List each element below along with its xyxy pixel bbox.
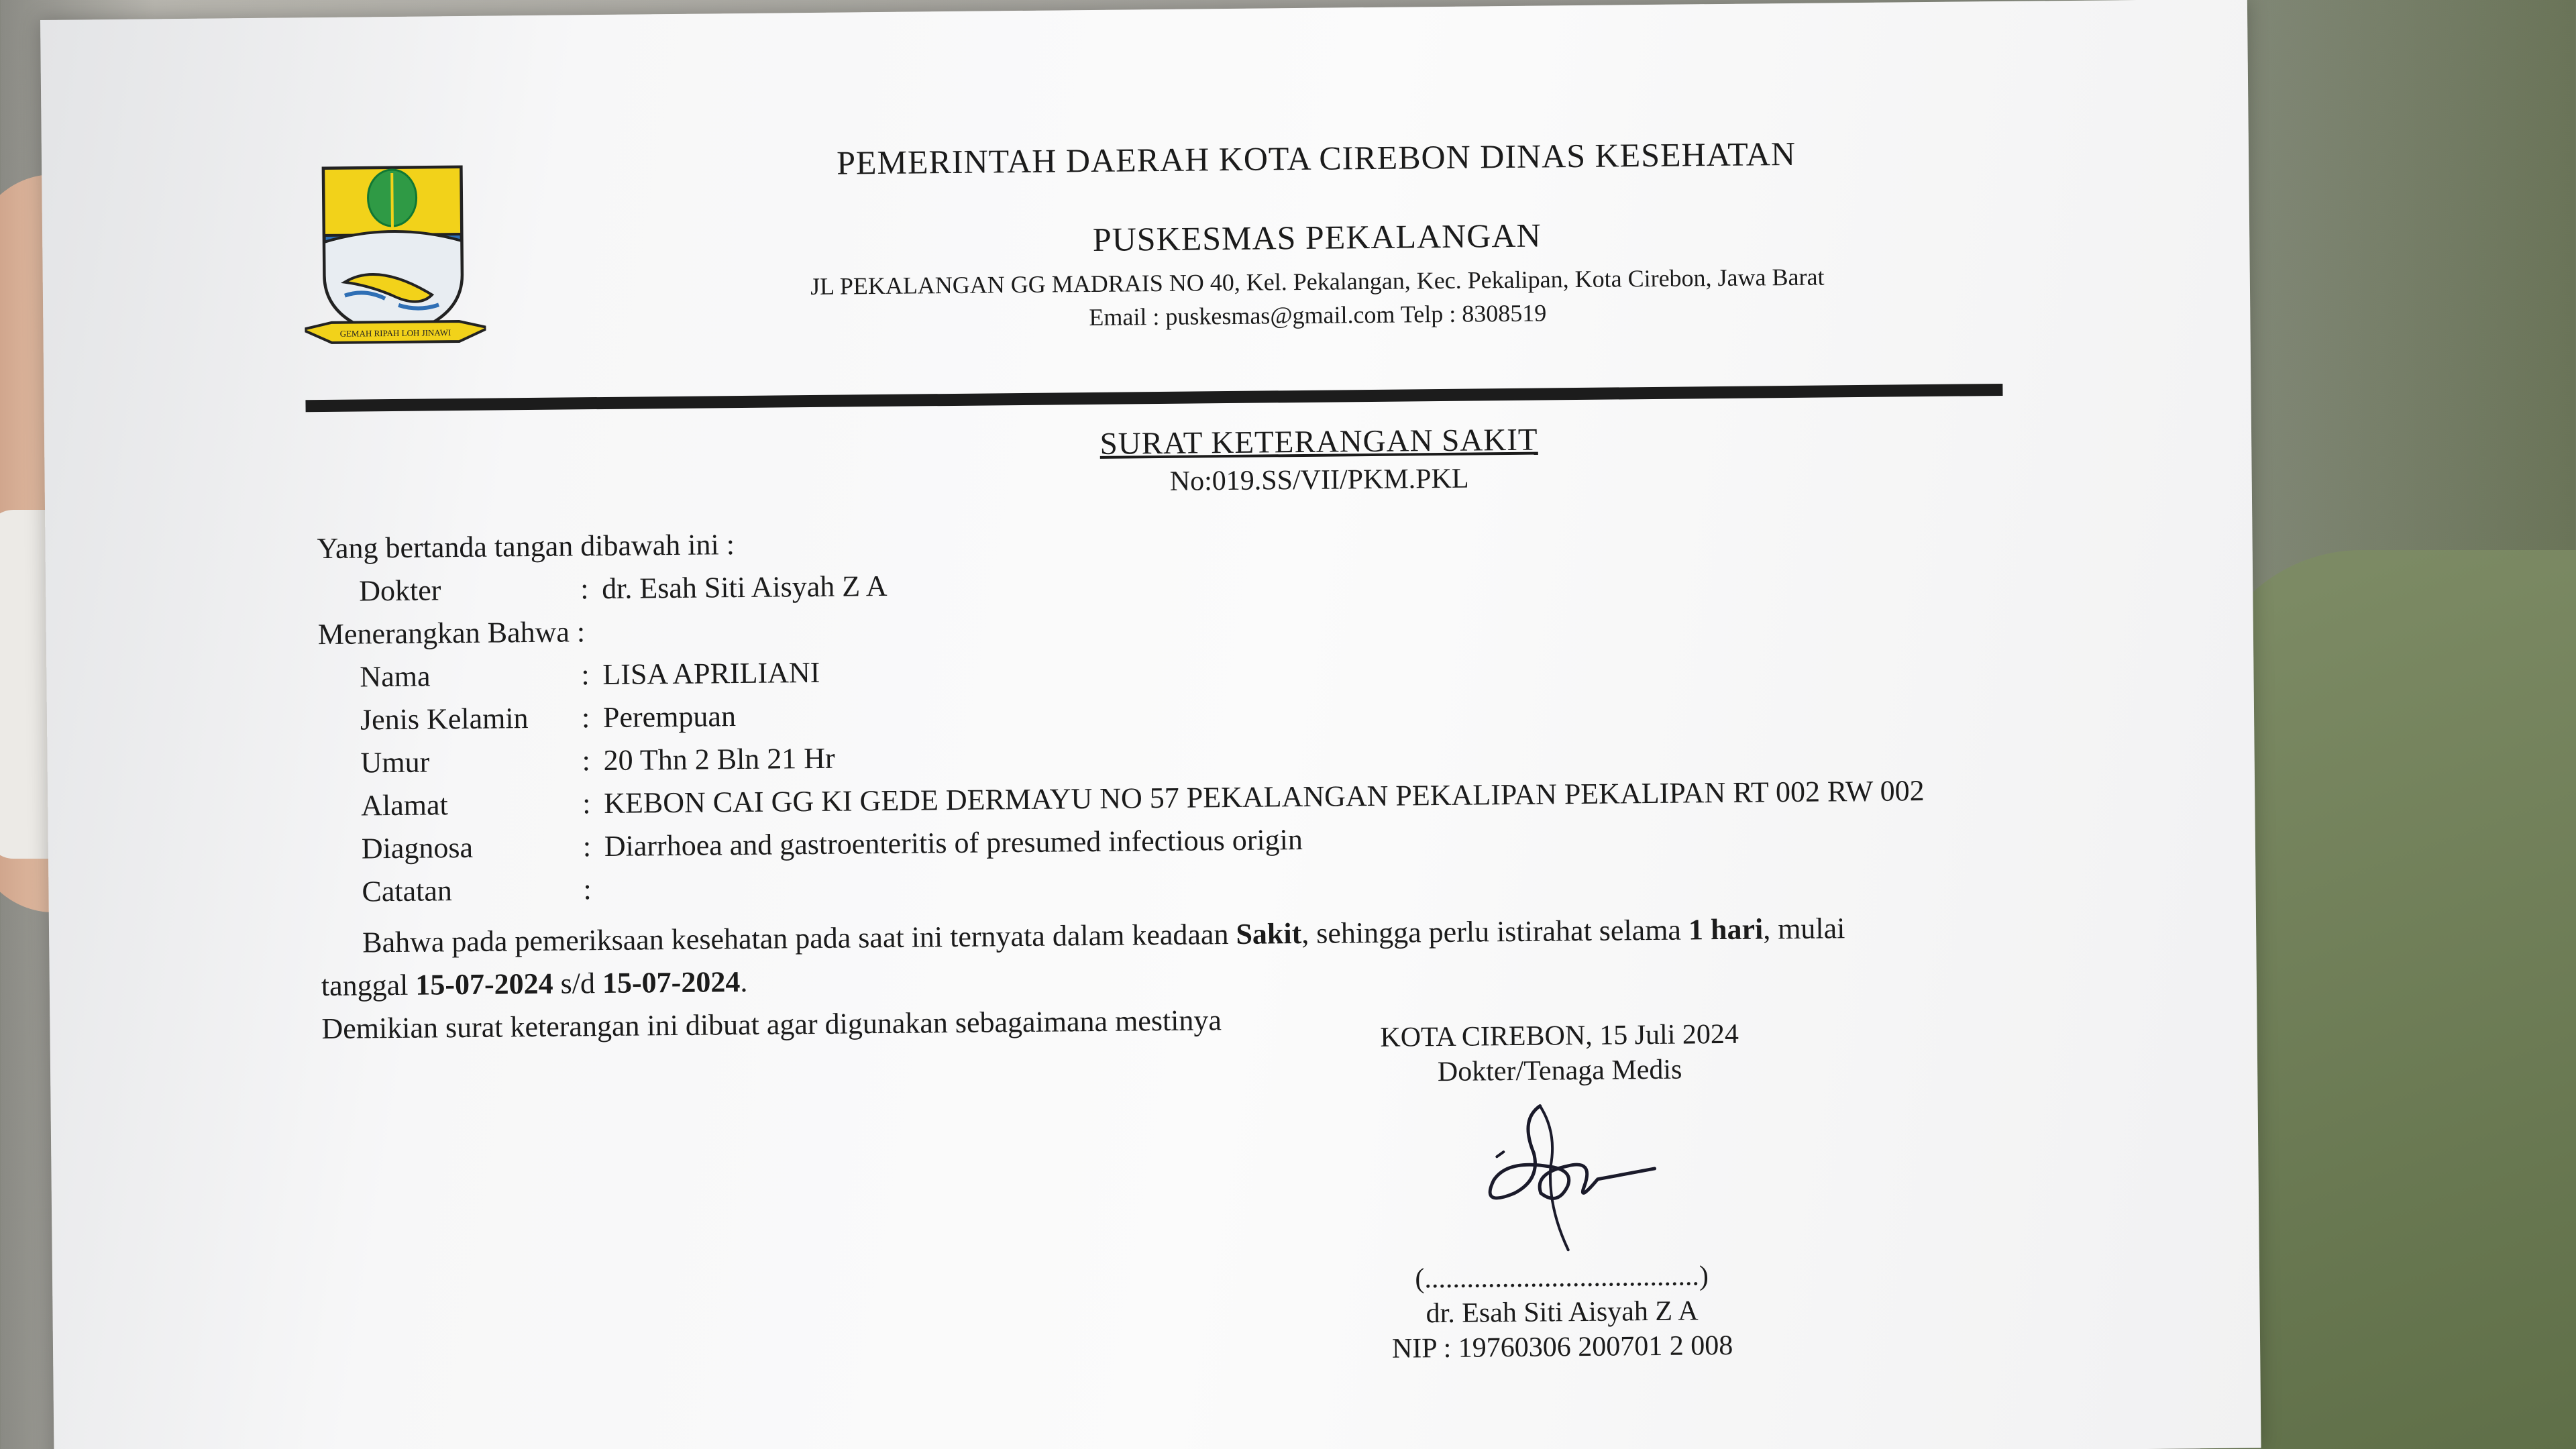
statement-date-to: 15-07-2024	[602, 965, 741, 1000]
colon: :	[583, 873, 592, 906]
document-number: No:019.SS/VII/PKM.PKL	[1169, 463, 1469, 497]
field-value: Perempuan	[602, 700, 737, 734]
signatory-nip: NIP : 19760306 200701 2 008	[1391, 1330, 1733, 1364]
intro-text: Yang bertanda tangan dibawah ini :	[317, 528, 735, 566]
signature-place-date: KOTA CIREBON, 15 Juli 2024	[1380, 1018, 1739, 1053]
colon: :	[582, 744, 591, 777]
handwritten-signature	[1439, 1091, 1682, 1254]
document-title: SURAT KETERANGAN SAKIT	[1099, 422, 1538, 462]
colon: :	[580, 572, 589, 606]
field-label: Diagnosa	[361, 830, 474, 865]
statement-condition: Sakit	[1236, 917, 1302, 951]
closing-text: Demikian surat keterangan ini dibuat agar digunakan sebagaimana mestinya	[321, 1004, 1222, 1046]
letterhead-institution: PUSKESMAS PEKALANGAN	[1092, 216, 1542, 258]
statement-text: , mulai	[1762, 912, 1845, 946]
colon: :	[582, 787, 591, 820]
letterhead	[444, 130, 2190, 337]
signature-block	[1324, 1016, 1797, 1367]
doctor-label: Dokter	[358, 574, 441, 608]
doctor-value: dr. Esah Siti Aisyah Z A	[601, 569, 888, 606]
signatory-name: dr. Esah Siti Aisyah Z A	[1426, 1295, 1699, 1330]
letterhead-address: JL PEKALANGAN GG MADRAIS NO 40, Kel. Pekalangan, Kec. Pekalipan, Kota Cirebon, Jawa Barat	[810, 263, 1825, 300]
signature-line: (.......................................)	[1415, 1260, 1709, 1295]
field-value: 20 Thn 2 Bln 21 Hr	[603, 741, 835, 777]
field-label: Alamat	[361, 788, 449, 822]
statement-text: .	[740, 965, 748, 999]
statement-text: , sehingga perlu istirahat selama	[1301, 913, 1689, 951]
letterhead-contact: Email : puskesmas@gmail.com Telp : 8308519	[1089, 299, 1547, 331]
document-title-block	[447, 415, 2192, 504]
field-label: Umur	[360, 745, 430, 780]
colon: :	[582, 830, 592, 863]
letter-body	[317, 510, 2133, 1051]
statement-date-from: 15-07-2024	[415, 967, 553, 1002]
logo-motto: GEMAH RIPAH LOH JINAWI	[339, 327, 451, 339]
colon: :	[581, 701, 590, 735]
statement-text: s/d	[553, 967, 603, 1000]
colon: :	[581, 658, 590, 692]
field-value: LISA APRILIANI	[602, 655, 820, 691]
field-value: Diarrhoea and gastroenteritis of presumed infectious origin	[604, 822, 1303, 863]
field-value: KEBON CAI GG KI GEDE DERMAYU NO 57 PEKALANGAN PEKALIPAN PEKALIPAN RT 002 RW 002	[604, 774, 1925, 820]
statement-text: Bahwa pada pemeriksaan kesehatan pada saat ini ternyata dalam keadaan	[362, 917, 1236, 959]
header-divider	[305, 384, 2002, 412]
field-label: Catatan	[362, 874, 453, 908]
signature-role: Dokter/Tenaga Medis	[1437, 1054, 1682, 1088]
statement-text: tanggal	[321, 968, 416, 1003]
statement-duration: 1 hari	[1688, 912, 1764, 947]
explains-text: Menerangkan Bahwa :	[317, 615, 586, 651]
letterhead-government: PEMERINTAH DAERAH KOTA CIREBON DINAS KESEHATAN	[836, 134, 1796, 182]
field-label: Nama	[360, 659, 431, 694]
letter-paper	[40, 0, 2261, 1449]
field-label: Jenis Kelamin	[360, 702, 529, 737]
